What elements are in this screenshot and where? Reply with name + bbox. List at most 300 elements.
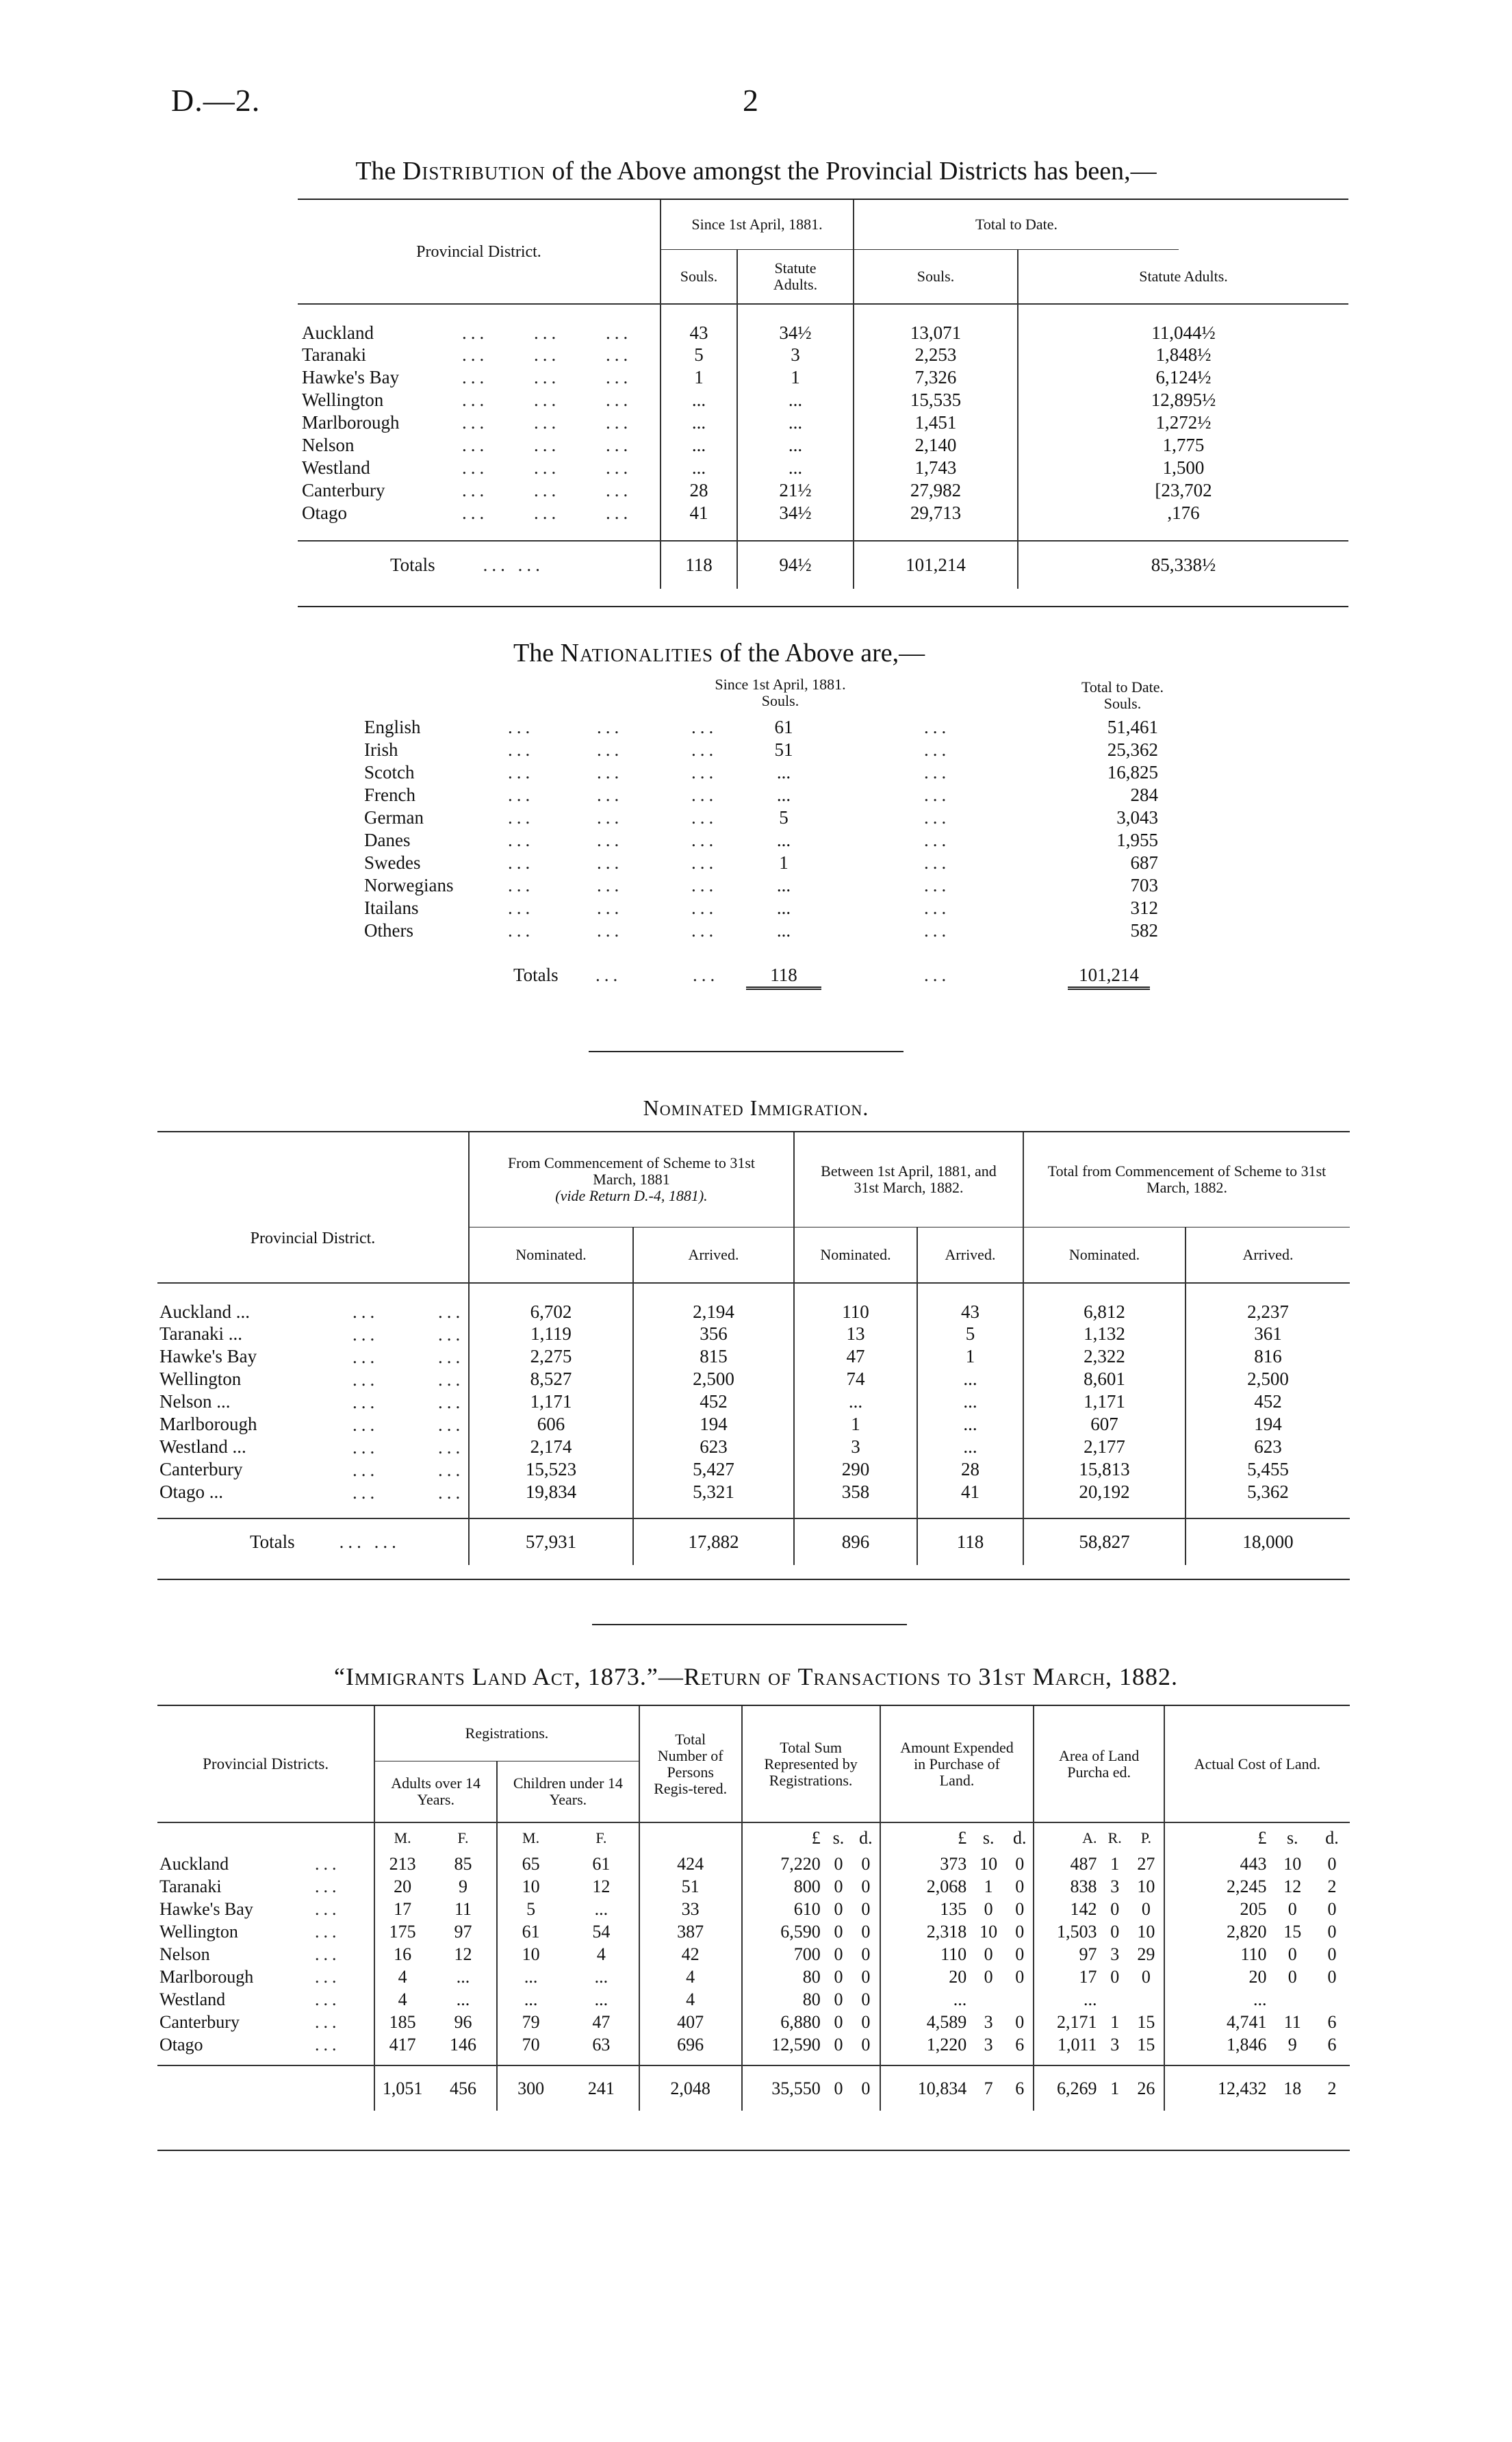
nationality-since: ... (776, 875, 791, 895)
land-cell-ss: 0 (834, 1989, 843, 2009)
page-code: D.—2. (171, 83, 261, 118)
leader-dots: ... (438, 1392, 465, 1412)
land-h-persons: Total Number of Persons Regis-tered. (639, 1706, 742, 1822)
district-name (157, 1481, 469, 1503)
nationality-name: French (364, 785, 415, 805)
nationality-total: 582 (1130, 920, 1158, 941)
land-h-sum: Total Sum Represented by Registrations. (742, 1706, 880, 1822)
nom-h-n1: Nominated. (469, 1227, 633, 1283)
land-cell-af: 85 (454, 1853, 472, 1874)
nationality-name: Swedes (364, 852, 421, 873)
leader-dots: ... (691, 785, 718, 805)
land-cell-ed: 0 (1015, 1921, 1025, 1942)
land-cell-cm: ... (497, 1966, 564, 1988)
land-cell-cs: 15 (1283, 1921, 1302, 1942)
leader-dots: ... (924, 717, 951, 737)
land-cell-ap: 15 (1137, 2011, 1155, 2032)
land-cell-cm: 65 (497, 1853, 564, 1875)
table-row (157, 2011, 1350, 2033)
dist-h-district: Provincial District. (298, 200, 661, 304)
land-total-es: 7 (984, 2078, 993, 2098)
dist-cell-a1: 34½ (737, 304, 854, 344)
land-u-s3: s. (1286, 1827, 1298, 1848)
land-h-area: Area of Land Purcha ed. (1034, 1706, 1164, 1822)
land-total-cd: 2 (1327, 2078, 1337, 2098)
nationality-since: 1 (779, 852, 789, 873)
leader-dots: ... (462, 457, 489, 478)
nationality-since: ... (776, 830, 791, 850)
dist-cell-s1: ... (661, 434, 737, 457)
land-u-l3: £ (1164, 1822, 1271, 1853)
leader-dots: ... (534, 503, 561, 523)
land-cell-cd: 2 (1327, 1876, 1337, 1896)
land-cell-cf: 61 (592, 1853, 611, 1874)
land-cell-cf: 12 (592, 1876, 611, 1896)
nationality-since: 51 (774, 739, 793, 760)
dist-cell-a1: ... (737, 457, 854, 479)
land-cell-cs: 0 (1287, 1898, 1297, 1919)
dist-total-a2: 85,338½ (1018, 541, 1348, 589)
district-name (298, 434, 661, 457)
land-cell-am: 17 (374, 1898, 430, 1920)
land-cell-cd: 0 (1327, 1921, 1337, 1942)
land-cell-ap: 10 (1137, 1921, 1155, 1942)
land-cell-ss: 0 (834, 1876, 843, 1896)
leader-dots: ... (924, 852, 951, 873)
table-row (157, 1345, 1350, 1368)
land-cell-el: 1,220 (880, 2033, 971, 2056)
land-cell-ar: 0 (1110, 1898, 1120, 1919)
land-cell-sd: 0 (861, 1944, 871, 1964)
dist-cell-a2: 1,775 (1018, 434, 1348, 457)
land-cell-ap (1129, 1988, 1164, 2011)
land-cell-sd: 0 (861, 2011, 871, 2032)
land-cell-af: 9 (459, 1876, 468, 1896)
leader-dots: ... (534, 457, 561, 478)
dist-cell-s1: 5 (661, 344, 737, 366)
nom-cell-n3: 6,812 (1023, 1283, 1186, 1323)
list-item (364, 897, 1186, 919)
land-total-aa: 6,269 (1034, 2065, 1101, 2111)
nat-totals-label: Totals (513, 965, 559, 985)
leader-dots: ... (353, 1324, 379, 1345)
leader-dots: ... (353, 1414, 379, 1435)
leader-dots: ... (606, 480, 632, 500)
table-row (157, 1898, 1350, 1920)
leader-dots: ... (438, 1301, 465, 1322)
leader-dots: ... (534, 344, 561, 365)
land-cell-sl: 80 (742, 1988, 825, 2011)
nom-h-n3: Nominated. (1023, 1227, 1186, 1283)
leader-dots: ... (438, 1482, 465, 1503)
land-cell-es: 0 (984, 1966, 993, 1987)
dist-cell-a2: [23,702 (1018, 479, 1348, 502)
land-cell-cm: 70 (497, 2033, 564, 2056)
dist-cell-a2: 12,895½ (1018, 389, 1348, 411)
land-cell-ed: 0 (1015, 1898, 1025, 1919)
table-row (157, 1853, 1350, 1875)
district-label: Wellington (302, 390, 384, 410)
land-act-table (157, 1706, 1350, 2111)
district-name (298, 479, 661, 502)
land-cell-sl: 80 (742, 1966, 825, 1988)
land-total-cs: 18 (1283, 2078, 1302, 2098)
dist-cell-s2: 27,982 (854, 479, 1018, 502)
land-h-amount: Amount Expended in Purchase of Land. (880, 1706, 1034, 1822)
land-total-cf: 241 (587, 2078, 615, 2098)
district-name (157, 1966, 374, 1988)
nom-cell-a3: 816 (1186, 1345, 1350, 1368)
dist-cell-s2: 29,713 (854, 502, 1018, 524)
land-cell-am: 4 (374, 1988, 430, 2011)
land-cell-es: 10 (979, 1921, 998, 1942)
land-cell-cl: 4,741 (1164, 2011, 1271, 2033)
nationality-total: 284 (1130, 785, 1158, 805)
nom-cell-a1: 5,427 (633, 1458, 794, 1481)
district-label: Auckland (302, 322, 374, 343)
nom-cell-a3: 361 (1186, 1323, 1350, 1345)
table-row (157, 1390, 1350, 1413)
land-cell-ed (1006, 1988, 1034, 2011)
table-row (157, 1920, 1350, 1943)
land-cell-cf: 63 (592, 2034, 611, 2055)
nom-cell-a2: 41 (917, 1481, 1023, 1503)
land-u-m: M. (374, 1822, 430, 1853)
land-cell-ar: 0 (1110, 1921, 1120, 1942)
distribution-table (298, 200, 1348, 589)
leader-dots: ... (438, 1460, 465, 1480)
nom-cell-n1: 2,174 (469, 1436, 633, 1458)
land-u-m2: M. (497, 1822, 564, 1853)
land-cell-ap: 0 (1141, 1898, 1151, 1919)
list-item (364, 739, 1186, 761)
district-label: Otago ... (159, 1481, 223, 1502)
nom-cell-n2: 3 (794, 1436, 917, 1458)
dist-h-statute: Statute Adults. (737, 249, 854, 304)
nationality-name: English (364, 717, 421, 737)
land-cell-ap: 0 (1141, 1966, 1151, 1987)
nationality-total: 16,825 (1107, 762, 1158, 783)
land-cell-cf: ... (594, 1898, 608, 1919)
land-cell-sl: 800 (742, 1875, 825, 1898)
district-label: Wellington (159, 1369, 242, 1389)
nom-h-a2: Arrived. (917, 1227, 1023, 1283)
land-cell-es: 0 (984, 1944, 993, 1964)
land-cell-es: 3 (984, 2034, 993, 2055)
district-label: Canterbury (159, 2011, 240, 2032)
dist-cell-s1: 43 (661, 304, 737, 344)
land-cell-am: 175 (374, 1920, 430, 1943)
leader-dots: ... (508, 739, 535, 760)
land-cell-cm: 61 (497, 1920, 564, 1943)
short-rule-1 (589, 1051, 904, 1052)
land-cell-aa: 142 (1034, 1898, 1101, 1920)
leader-dots: ... (597, 852, 624, 873)
dist-cell-s1: ... (661, 457, 737, 479)
leader-dots: ... (691, 762, 718, 783)
nom-cell-a1: 2,194 (633, 1283, 794, 1323)
land-cell-el: ... (880, 1988, 971, 2011)
leader-dots: ... (508, 785, 535, 805)
leader-dots: ... (508, 852, 535, 873)
table-row (298, 502, 1348, 524)
table-row (157, 1436, 1350, 1458)
spacer-row (298, 524, 1348, 541)
land-cell-am: 16 (374, 1943, 430, 1966)
land-cell-cl: 443 (1164, 1853, 1271, 1875)
land-cell-cs: 9 (1287, 2034, 1297, 2055)
land-cell-el: 373 (880, 1853, 971, 1875)
land-u-s2: s. (982, 1827, 995, 1848)
nom-cell-n2: ... (794, 1390, 917, 1413)
land-cell-cl: 20 (1164, 1966, 1271, 1988)
nationalities-title: The Nationalities of the Above are,— (513, 639, 925, 667)
land-h-children: Children under 14 Years. (497, 1761, 639, 1822)
nom-cell-a2: 5 (917, 1323, 1023, 1345)
leader-dots: ... (597, 875, 624, 895)
dist-h-souls2: Souls. (854, 249, 1018, 304)
leader-dots: ... (438, 1324, 465, 1345)
dist-cell-a2: 11,044½ (1018, 304, 1348, 344)
dist-h-total: Total to Date. (854, 200, 1179, 249)
district-name (298, 411, 661, 434)
leader-dots: ... (606, 367, 632, 387)
land-cell-cl: 205 (1164, 1898, 1271, 1920)
land-cell-ss: 0 (834, 1853, 843, 1874)
nom-h-total: Total from Commencement of Scheme to 31st March, 1882. (1023, 1132, 1350, 1227)
land-cell-cl: 1,846 (1164, 2033, 1271, 2056)
table-row (157, 1368, 1350, 1390)
district-label: Marlborough (159, 1966, 254, 1987)
leader-dots: ... (606, 435, 632, 455)
district-label: Otago (159, 2034, 203, 2055)
land-cell-ar: 1 (1110, 2011, 1120, 2032)
land-cell-es: 10 (979, 1853, 998, 1874)
land-cell-es: 0 (984, 1898, 993, 1919)
district-name (157, 1898, 374, 1920)
leader-dots: ... (606, 503, 632, 523)
land-cell-sl: 6,880 (742, 2011, 825, 2033)
leader-dots: ... (534, 480, 561, 500)
nom-cell-n3: 8,601 (1023, 1368, 1186, 1390)
nom-cell-n3: 1,171 (1023, 1390, 1186, 1413)
land-cell-cf: 4 (596, 1944, 606, 1964)
nom-h-a1: Arrived. (633, 1227, 794, 1283)
land-cell-cd: 6 (1327, 2034, 1337, 2055)
table-row (298, 344, 1348, 366)
land-cell-cm: 5 (497, 1898, 564, 1920)
nom-cell-a2: ... (917, 1390, 1023, 1413)
leader-dots: ... (606, 412, 632, 433)
nat-total-since: 118 (746, 964, 821, 990)
nationality-since: 61 (774, 717, 793, 737)
leader-dots: ... (924, 739, 951, 760)
nom-totals-label: Totals ... ... (250, 1531, 400, 1552)
land-total-ed: 6 (1015, 2078, 1025, 2098)
leader-dots: ... (508, 898, 535, 918)
land-cell-ar (1101, 1988, 1129, 2011)
land-cell-tp: 51 (639, 1875, 742, 1898)
table-row (157, 1988, 1350, 2011)
land-cell-ed: 0 (1015, 2011, 1025, 2032)
nom-cell-n3: 1,132 (1023, 1323, 1186, 1345)
land-cell-ar: 3 (1110, 1876, 1120, 1896)
land-cell-aa: 97 (1034, 1943, 1101, 1966)
nom-cell-n1: 1,119 (469, 1323, 633, 1345)
land-cell-ar: 1 (1110, 1853, 1120, 1874)
land-cell-am: 185 (374, 2011, 430, 2033)
nom-cell-a1: 623 (633, 1436, 794, 1458)
district-label: Canterbury (159, 1459, 243, 1479)
nationality-since: ... (776, 920, 791, 941)
nom-cell-n1: 15,523 (469, 1458, 633, 1481)
table-row (157, 1283, 1350, 1323)
district-label: Taranaki (302, 344, 367, 365)
nat-total-total: 101,214 (1068, 964, 1150, 990)
land-cell-aa: 487 (1034, 1853, 1101, 1875)
district-name (157, 1368, 469, 1390)
district-name (157, 1920, 374, 1943)
land-cell-ap: 15 (1137, 2034, 1155, 2055)
leader-dots: ... (462, 503, 489, 523)
nom-h-from: From Commencement of Scheme to 31st March, 1881 (vide Return D.-4, 1881). (469, 1132, 794, 1227)
table-row (157, 1875, 1350, 1898)
land-cell-af: 96 (454, 2011, 472, 2032)
land-u-f2: F. (595, 1829, 607, 1846)
dist-total-s2: 101,214 (854, 541, 1018, 589)
land-cell-ap: 27 (1137, 1853, 1155, 1874)
nom-cell-n1: 1,171 (469, 1390, 633, 1413)
list-item (364, 761, 1186, 784)
district-name (157, 1853, 374, 1875)
leader-dots: ... (691, 739, 718, 760)
land-h-registrations: Registrations. (374, 1706, 639, 1761)
land-u-p: P. (1140, 1829, 1151, 1846)
nationality-name: German (364, 807, 424, 828)
nom-cell-n2: 13 (794, 1323, 917, 1345)
leader-dots: ... (462, 390, 489, 410)
dist-h-since: Since 1st April, 1881. (661, 200, 854, 249)
district-name (298, 502, 661, 524)
land-cell-cs: 0 (1287, 1944, 1297, 1964)
table-row (298, 457, 1348, 479)
nationality-total: 3,043 (1116, 807, 1158, 828)
nom-cell-a2: 43 (917, 1283, 1023, 1323)
leader-dots: ... (606, 322, 632, 343)
dist-cell-s2: 1,743 (854, 457, 1018, 479)
land-cell-cs (1271, 1988, 1314, 2011)
leader-dots: ... (353, 1347, 379, 1367)
land-cell-cs: 0 (1287, 1966, 1297, 1987)
land-cell-sd: 0 (861, 1989, 871, 2009)
nom-cell-n3: 2,322 (1023, 1345, 1186, 1368)
leader-dots: ... (315, 1989, 341, 2009)
nominated-table (157, 1132, 1350, 1565)
nat-h-since: Since 1st April, 1881. Souls. (715, 676, 846, 709)
leader-dots: ... (534, 390, 561, 410)
district-label: Hawke's Bay (159, 1898, 253, 1919)
leader-dots: ... (462, 412, 489, 433)
district-label: Auckland (159, 1853, 229, 1874)
dist-cell-a1: 3 (737, 344, 854, 366)
dist-h-statute2: Statute Adults. (1018, 249, 1348, 304)
leader-dots: ... (691, 875, 718, 895)
land-cell-sl: 610 (742, 1898, 825, 1920)
nationality-since: 5 (779, 807, 789, 828)
nom-cell-n1: 6,702 (469, 1283, 633, 1323)
table-row (157, 1943, 1350, 1966)
district-name (298, 457, 661, 479)
list-item (364, 829, 1186, 852)
land-cell-ed: 0 (1015, 1966, 1025, 1987)
district-label: Taranaki ... (159, 1323, 243, 1344)
list-item (364, 874, 1186, 897)
land-act-title: “Immigrants Land Act, 1873.”—Return of Transactions to 31st March, 1882. (333, 1663, 1179, 1690)
table-row (298, 434, 1348, 457)
land-cell-cm: ... (497, 1988, 564, 2011)
land-cell-es: 3 (984, 2011, 993, 2032)
leader-dots: ... (534, 412, 561, 433)
nom-cell-a2: ... (917, 1368, 1023, 1390)
nom-cell-n3: 607 (1023, 1413, 1186, 1436)
dist-cell-s2: 7,326 (854, 366, 1018, 389)
leader-dots: ... (508, 875, 535, 895)
land-cell-tp: 42 (639, 1943, 742, 1966)
land-cell-am: 20 (374, 1875, 430, 1898)
nom-total-a2: 118 (917, 1518, 1023, 1565)
district-name (157, 1413, 469, 1436)
nom-cell-n1: 2,275 (469, 1345, 633, 1368)
table-row (157, 1413, 1350, 1436)
land-cell-ap: 29 (1137, 1944, 1155, 1964)
district-name (157, 1458, 469, 1481)
table-row (157, 1323, 1350, 1345)
nom-cell-n1: 8,527 (469, 1368, 633, 1390)
district-name (157, 1345, 469, 1368)
nationality-since: ... (776, 762, 791, 783)
land-cell-am: 417 (374, 2033, 430, 2056)
nationality-name: Scotch (364, 762, 415, 783)
nominated-title: Nominated Immigration. (643, 1095, 869, 1120)
dist-cell-s2: 2,140 (854, 434, 1018, 457)
dist-cell-a1: 34½ (737, 502, 854, 524)
list-item (364, 852, 1186, 874)
land-cell-cf: 54 (592, 1921, 611, 1942)
spacer-row (157, 2056, 1350, 2065)
dist-cell-a1: 21½ (737, 479, 854, 502)
land-cell-af: 12 (454, 1944, 472, 1964)
leader-dots: ... (924, 807, 951, 828)
leader-dots: ... (534, 367, 561, 387)
nom-cell-n2: 358 (794, 1481, 917, 1503)
land-cell-tp: 4 (639, 1966, 742, 1988)
nom-h-n2: Nominated. (794, 1227, 917, 1283)
leader-dots: ... (438, 1437, 465, 1458)
leader-dots: ... (597, 785, 624, 805)
leader-dots: ... (315, 1966, 341, 1987)
land-u-l2: £ (880, 1822, 971, 1853)
leader-dots: ... (462, 435, 489, 455)
spacer-row (157, 1503, 1350, 1518)
leader-dots: ... (597, 762, 624, 783)
leader-dots: ... (691, 920, 718, 941)
district-label: Marlborough (302, 412, 400, 433)
leader-dots: ... (924, 898, 951, 918)
leader-dots: ... (597, 807, 624, 828)
nom-cell-a1: 356 (633, 1323, 794, 1345)
leader-dots: ... (534, 322, 561, 343)
leader-dots: ... (606, 390, 632, 410)
